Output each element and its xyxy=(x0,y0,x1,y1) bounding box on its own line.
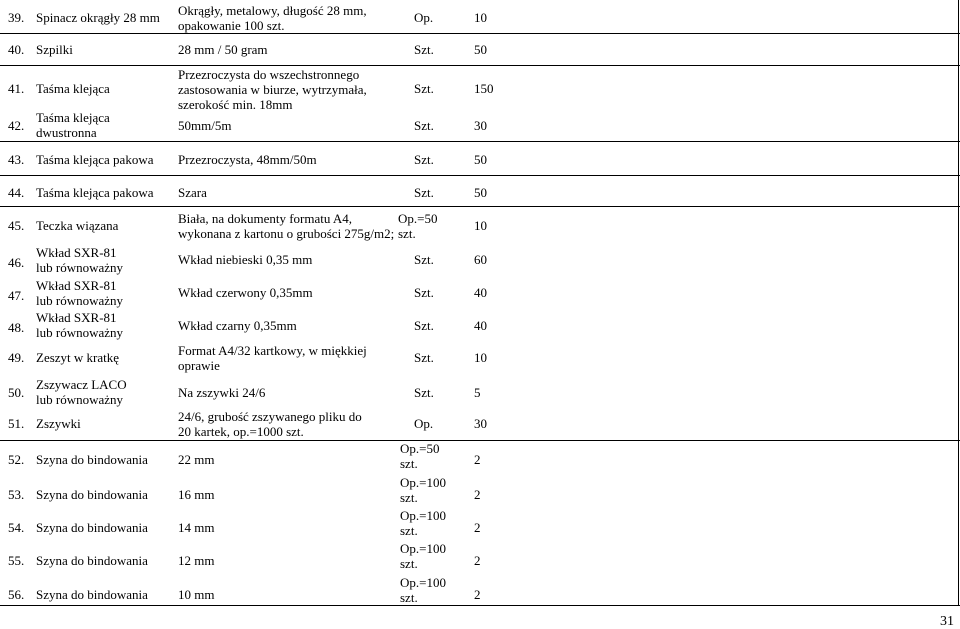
row-number: 54. xyxy=(8,520,25,535)
item-name: Spinacz okrągły 28 mm xyxy=(36,10,160,25)
row-number: 55. xyxy=(8,553,25,568)
quantity: 10 xyxy=(474,218,487,233)
row-number: 52. xyxy=(8,452,25,467)
item-description: 10 mm xyxy=(178,587,215,602)
quantity: 2 xyxy=(474,520,481,535)
item-description: Przezroczysta, 48mm/50m xyxy=(178,152,317,167)
row-number: 47. xyxy=(8,288,25,303)
table-rule xyxy=(958,0,959,606)
quantity: 30 xyxy=(474,118,487,133)
table-rule xyxy=(0,175,960,176)
item-name: Wkład SXR-81 lub równoważny xyxy=(36,278,124,308)
item-description: 22 mm xyxy=(178,452,215,467)
quantity: 50 xyxy=(474,42,487,57)
unit: Szt. xyxy=(414,285,434,300)
item-name: Teczka wiązana xyxy=(36,218,119,233)
item-description: Wkład czarny 0,35mm xyxy=(178,318,297,333)
item-description: 24/6, grubość zszywanego pliku do 20 kartek, op.=1000 szt. xyxy=(178,409,362,439)
item-description: Biała, na dokumenty formatu A4, wykonana z kartonu o grubości 275g/m2; xyxy=(178,211,395,241)
table-rule xyxy=(0,440,960,441)
row-number: 49. xyxy=(8,350,25,365)
item-description: Wkład niebieski 0,35 mm xyxy=(178,252,313,267)
item-name: Wkład SXR-81 lub równoważny xyxy=(36,245,124,275)
unit: Op.=100 szt. xyxy=(400,508,446,538)
unit: Szt. xyxy=(414,185,434,200)
page-number: 31 xyxy=(940,614,954,629)
item-description: Okrągły, metalowy, długość 28 mm, opakowanie 100 szt. xyxy=(178,3,367,33)
unit: Szt. xyxy=(414,252,434,267)
item-description: 14 mm xyxy=(178,520,215,535)
quantity: 2 xyxy=(474,587,481,602)
row-number: 50. xyxy=(8,385,25,400)
item-description: Przezroczysta do wszechstronnego zastosowania w biurze, wytrzymała, szerokość min. 18mm xyxy=(178,67,367,112)
item-description: 50mm/5m xyxy=(178,118,232,133)
quantity: 10 xyxy=(474,10,487,25)
row-number: 41. xyxy=(8,81,25,96)
table-rule xyxy=(0,65,960,66)
item-name: Szyna do bindowania xyxy=(36,587,148,602)
item-name: Szyna do bindowania xyxy=(36,553,148,568)
unit: Szt. xyxy=(414,42,434,57)
unit: Op.=100 szt. xyxy=(400,541,446,571)
unit: Szt. xyxy=(414,81,434,96)
row-number: 42. xyxy=(8,118,25,133)
row-number: 44. xyxy=(8,185,25,200)
item-name: Szyna do bindowania xyxy=(36,452,148,467)
unit: Op.=50 szt. xyxy=(400,441,440,471)
unit: Szt. xyxy=(414,350,434,365)
item-description: 12 mm xyxy=(178,553,215,568)
item-name: Zszywki xyxy=(36,416,81,431)
quantity: 50 xyxy=(474,152,487,167)
quantity: 150 xyxy=(474,81,494,96)
table-rule xyxy=(0,206,960,207)
unit: Szt. xyxy=(414,385,434,400)
item-name: Taśma klejąca dwustronna xyxy=(36,110,110,140)
item-name: Szyna do bindowania xyxy=(36,487,148,502)
row-number: 51. xyxy=(8,416,25,431)
unit: Szt. xyxy=(414,152,434,167)
unit: Op.=100 szt. xyxy=(400,475,446,505)
item-description: 16 mm xyxy=(178,487,215,502)
item-description: Format A4/32 kartkowy, w miękkiej oprawie xyxy=(178,343,367,373)
item-name: Taśma klejąca xyxy=(36,81,110,96)
quantity: 2 xyxy=(474,487,481,502)
unit: Op. xyxy=(414,416,434,431)
row-number: 45. xyxy=(8,218,25,233)
item-name: Wkład SXR-81 lub równoważny xyxy=(36,310,124,340)
item-name: Szyna do bindowania xyxy=(36,520,148,535)
unit: Op. xyxy=(414,10,434,25)
quantity: 30 xyxy=(474,416,487,431)
item-name: Taśma klejąca pakowa xyxy=(36,185,154,200)
row-number: 43. xyxy=(8,152,25,167)
unit: Szt. xyxy=(414,318,434,333)
item-name: Taśma klejąca pakowa xyxy=(36,152,154,167)
quantity: 2 xyxy=(474,553,481,568)
row-number: 48. xyxy=(8,320,25,335)
table-rule xyxy=(0,33,960,34)
quantity: 50 xyxy=(474,185,487,200)
item-description: Wkład czerwony 0,35mm xyxy=(178,285,313,300)
row-number: 40. xyxy=(8,42,25,57)
quantity: 10 xyxy=(474,350,487,365)
row-number: 46. xyxy=(8,255,25,270)
quantity: 5 xyxy=(474,385,481,400)
quantity: 2 xyxy=(474,452,481,467)
table-rule xyxy=(0,141,960,142)
item-description: 28 mm / 50 gram xyxy=(178,42,268,57)
row-number: 39. xyxy=(8,10,25,25)
row-number: 53. xyxy=(8,487,25,502)
item-description: Szara xyxy=(178,185,207,200)
unit: Op.=50 szt. xyxy=(398,211,438,241)
item-description: Na zszywki 24/6 xyxy=(178,385,266,400)
table-rule xyxy=(0,605,960,606)
quantity: 40 xyxy=(474,318,487,333)
unit: Op.=100 szt. xyxy=(400,575,446,605)
quantity: 60 xyxy=(474,252,487,267)
unit: Szt. xyxy=(414,118,434,133)
item-name: Zeszyt w kratkę xyxy=(36,350,120,365)
item-name: Zszywacz LACO lub równoważny xyxy=(36,377,127,407)
quantity: 40 xyxy=(474,285,487,300)
item-name: Szpilki xyxy=(36,42,73,57)
row-number: 56. xyxy=(8,587,25,602)
